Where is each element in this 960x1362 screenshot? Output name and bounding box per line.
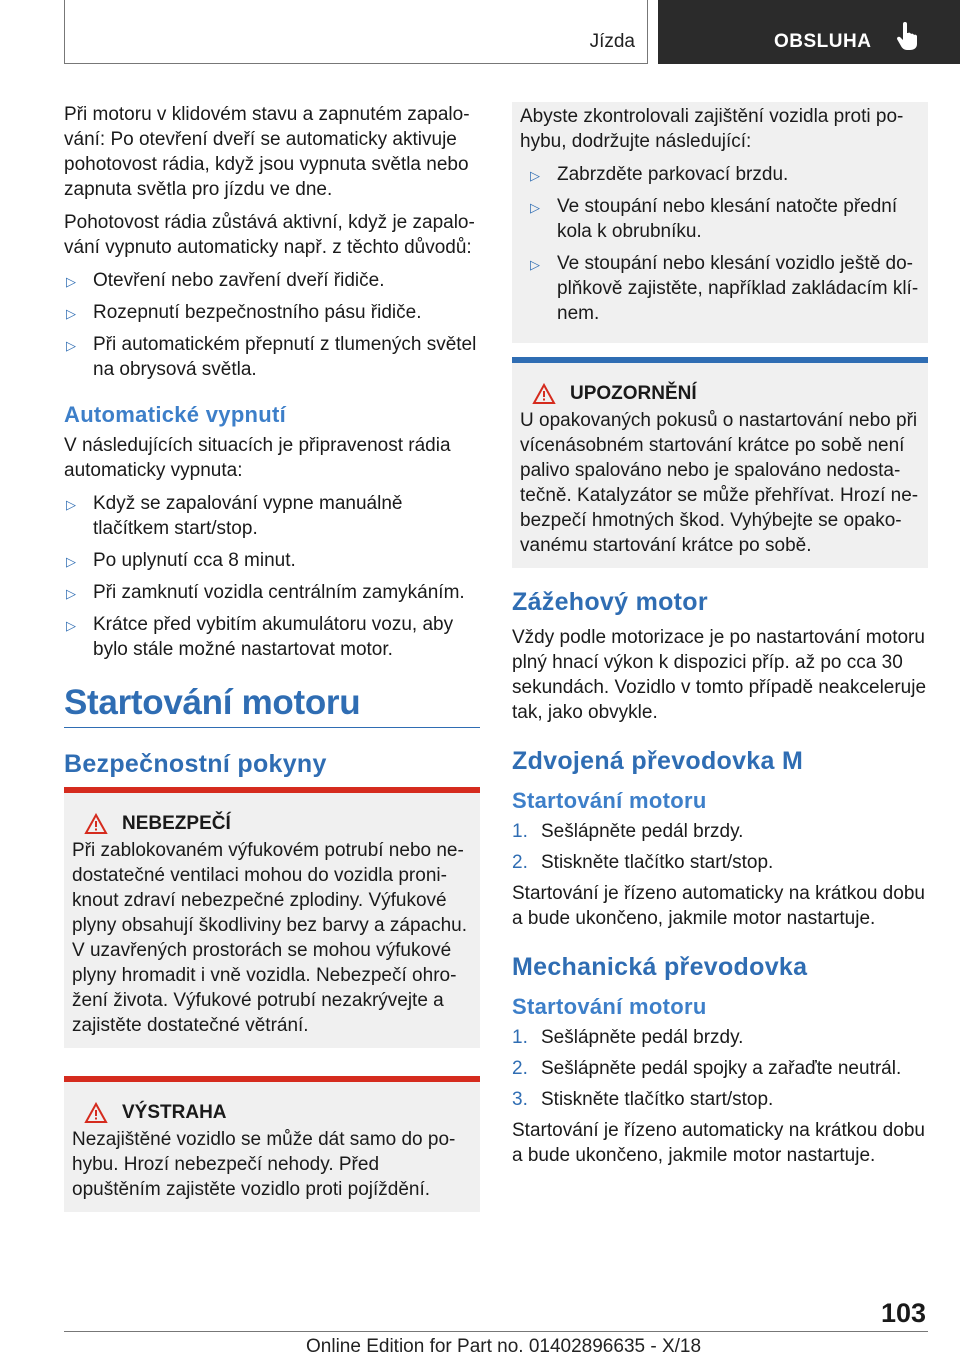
bullet-list <box>64 268 480 382</box>
header-chapter-title: OBSLUHA <box>774 31 872 52</box>
heading-manual-start: Startování motoru <box>512 994 707 1019</box>
heading-dct-start: Startování motoru <box>512 788 707 813</box>
step-number: 2. <box>512 1058 528 1079</box>
triangle-bullet-icon: ▷ <box>530 257 540 272</box>
triangle-bullet-icon: ▷ <box>66 497 76 512</box>
triangle-bullet-icon: ▷ <box>66 554 76 569</box>
paragraph: V následujících situacích je připravenost rádia automaticky vypnuta: <box>64 435 451 481</box>
heading-manual: Mechanická převodovka <box>512 953 808 981</box>
notice-title: NEBEZPEČÍ <box>122 813 231 834</box>
step-number: 1. <box>512 1027 528 1048</box>
paragraph: Pohotovost rádia zůstává aktivní, když je zapalování vypnuto automaticky např. z těchto důvodů: <box>64 212 475 258</box>
list-item-text: Při automatickém přepnutí z tlumených světel na obrysová světla. <box>93 334 477 380</box>
heading-petrol-engine: Zážehový motor <box>512 588 708 616</box>
header-section-box <box>64 0 648 64</box>
list-item <box>512 819 928 844</box>
list-item-text: Při zamknutí vozidla centrálním zamykáním. <box>93 582 465 603</box>
caution-notice <box>512 357 928 568</box>
danger-notice <box>64 787 480 1048</box>
list-item <box>64 580 480 605</box>
page-title: Startování motoru <box>64 690 480 728</box>
list-item-text: Sešlápněte pedál spojky a zařaďte neutrál. <box>541 1058 902 1079</box>
left-column <box>64 102 480 1212</box>
notice-text: U opakovaných pokusů o nastartování nebo při vícenásobném startování krátce po sobě není palivo spalováno nebo je spalováno nedostatečně. Katalyzátor se může přehřívat. Hrozí nebezpečí hmotných škod. Vyhýbejte se opakovanému startování krátce po sobě. <box>520 410 919 556</box>
list-item <box>64 300 480 325</box>
numbered-list <box>512 1025 928 1112</box>
heading-safety: Bezpečnostní pokyny <box>64 750 327 778</box>
list-item <box>64 491 480 541</box>
warning-notice-continued <box>512 102 928 343</box>
heading-auto-off: Automatické vypnutí <box>64 402 287 427</box>
list-item-text: Rozepnutí bezpečnostního pásu řidiče. <box>93 302 422 323</box>
heading-dct: Zdvojená převodovka M <box>512 747 804 775</box>
page-number: 103 <box>880 1298 926 1328</box>
list-item-text: Ve stoupání nebo klesání natočte přední kola k obrubníku. <box>557 196 898 242</box>
list-item-text: Stiskněte tlačítko start/stop. <box>541 852 774 873</box>
notice-title: UPOZORNĚNÍ <box>570 383 697 404</box>
bullet-list <box>64 491 480 662</box>
paragraph: Startování je řízeno automaticky na krátkou dobu a bude ukončeno, jakmile motor nastartuje. <box>512 1120 925 1166</box>
list-item <box>64 268 480 293</box>
list-item <box>528 251 920 326</box>
step-number: 3. <box>512 1089 528 1110</box>
numbered-list <box>512 819 928 875</box>
paragraph: Při motoru v klidovém stavu a zapnutém zapalování: Po otevření dveří se automaticky aktivuje pohotovost rádia, když jsou vypnuta světla nebo zapnuta světla pro jízdu ve dne. <box>64 104 470 200</box>
paragraph: Abyste zkontrolovali zajištění vozidla proti pohybu, dodržujte následující: <box>520 106 904 152</box>
triangle-bullet-icon: ▷ <box>66 338 76 353</box>
header-chapter-box <box>658 0 960 64</box>
list-item <box>512 1087 928 1112</box>
list-item-text: Stiskněte tlačítko start/stop. <box>541 1089 774 1110</box>
step-number: 2. <box>512 852 528 873</box>
pointing-hand-icon <box>896 22 918 52</box>
notice-title: VÝSTRAHA <box>122 1102 227 1123</box>
notice-text: Při zablokovaném výfukovém potrubí nebo nedostatečné ventilaci mohou do vozidla proniknout zdraví nebezpečné zplodiny. Výfukové plyny obsahují škodliviny bez barvy a zápachu. V uzavřených prostorách se mohou výfukové plyny hromadit i vně vozidla. Nebezpečí ohrožení života. Výfukové potrubí nezakrývejte a zajistěte dostatečné větrání. <box>72 840 468 1036</box>
step-number: 1. <box>512 821 528 842</box>
list-item-text: Po uplynutí cca 8 minut. <box>93 550 296 571</box>
list-item <box>64 332 480 382</box>
list-item-text: Sešlápněte pedál brzdy. <box>541 821 744 842</box>
paragraph: Vždy podle motorizace je po nastartování motoru plný hnací výkon k dispozici příp. až po cca 30 sekundách. Vozidlo v tomto případě neakceleruje tak, jako obvykle. <box>512 627 927 723</box>
notice-title-row <box>520 381 920 406</box>
warning-triangle-icon <box>532 383 556 405</box>
notice-text: Nezajištěné vozidlo se může dát samo do pohybu. Hrozí nebezpečí nehody. Před opuštěním zajistěte vozidlo proti pojíždění. <box>72 1129 456 1200</box>
list-item <box>512 1056 928 1081</box>
triangle-bullet-icon: ▷ <box>66 274 76 289</box>
list-item-text: Sešlápněte pedál brzdy. <box>541 1027 744 1048</box>
triangle-bullet-icon: ▷ <box>530 168 540 183</box>
footer-edition: Online Edition for Part no. 01402896635 - X/18 <box>306 1336 702 1357</box>
list-item-text: Krátce před vybitím akumulátoru vozu, aby bylo stále možné nastartovat motor. <box>93 614 454 660</box>
list-item <box>64 548 480 573</box>
paragraph: Startování je řízeno automaticky na krátkou dobu a bude ukončeno, jakmile motor nastartuje. <box>512 883 925 929</box>
list-item-text: Ve stoupání nebo klesání vozidlo ještě doplňkově zajistěte, například zakládacím klínem. <box>557 253 919 324</box>
list-item <box>528 194 920 244</box>
header-section-title: Jízda <box>589 31 635 52</box>
bullet-list <box>528 162 920 326</box>
warning-notice <box>64 1076 480 1212</box>
list-item-text: Když se zapalování vypne manuálně tlačítkem start/stop. <box>93 493 403 539</box>
list-item <box>528 162 920 187</box>
triangle-bullet-icon: ▷ <box>530 200 540 215</box>
list-item <box>512 850 928 875</box>
warning-triangle-icon <box>84 1102 108 1124</box>
triangle-bullet-icon: ▷ <box>66 306 76 321</box>
list-item-text: Zabrzděte parkovací brzdu. <box>557 164 789 185</box>
triangle-bullet-icon: ▷ <box>66 586 76 601</box>
list-item <box>64 612 480 662</box>
notice-title-row <box>72 1100 472 1125</box>
triangle-bullet-icon: ▷ <box>66 618 76 633</box>
list-item-text: Otevření nebo zavření dveří řidiče. <box>93 270 385 291</box>
list-item <box>512 1025 928 1050</box>
warning-triangle-icon <box>84 813 108 835</box>
right-column <box>512 102 928 1176</box>
notice-title-row <box>72 811 472 836</box>
footer-divider <box>64 1331 928 1332</box>
